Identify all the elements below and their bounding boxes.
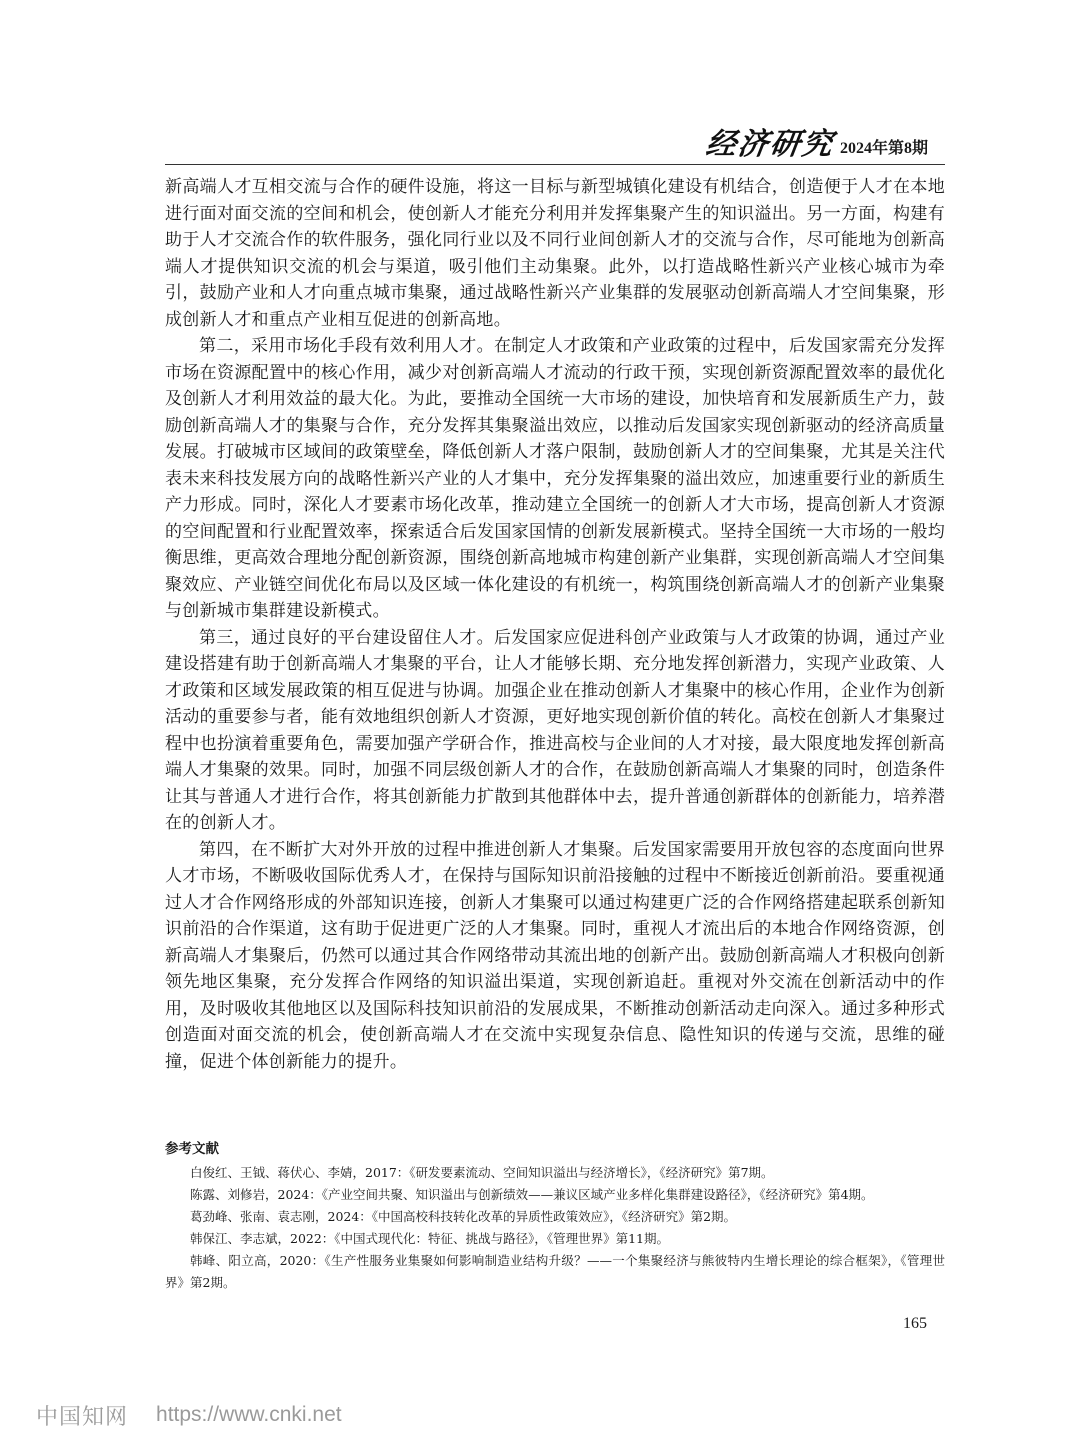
paragraph-fourth: 第四，在不断扩大对外开放的过程中推进创新人才集聚。后发国家需要用开放包容的态度面向世界人才市场，不断吸收国际优秀人才，在保持与国际知识前沿接触的过程中不断接近创新前沿。要重视通过人才合作网络形成的外部知识连接，创新人才集聚可以通过构建更广泛的合作网络搭建起联系创新知识前沿的合作渠道，这有助于促进更广泛的人才集聚。同时，重视人才流出后的本地合作网络资源，创新高端人才集聚后，仍然可以通过其合作网络带动其流出地的创新产出。鼓励创新高端人才积极向创新领先地区集聚，充分发挥合作网络的知识溢出渠道，实现创新追赶。重视对外交流在创新活动中的作用，及时吸收其他地区以及国际科技知识前沿的发展成果，不断推动创新活动走向深入。通过多种形式创造面对面交流的机会，使创新高端人才在交流中实现复杂信息、隐性知识的传递与交流，思维的碰撞，促进个体创新能力的提升。 [165, 839, 945, 1072]
references-title: 参考文献 [165, 1141, 219, 1157]
page-number: 165 [903, 1315, 927, 1332]
reference-item: 韩峰、阳立高，2020：《生产性服务业集聚如何影响制造业结构升级？——一个集聚经济与熊彼特内生增长理论的综合框架》，《管理世界》第2期。 [165, 1253, 945, 1290]
paragraph-second: 第二，采用市场化手段有效利用人才。在制定人才政策和产业政策的过程中，后发国家需充分发挥市场在资源配置中的核心作用，减少对创新高端人才流动的行政干预，实现创新资源配置效率的最优化及创新人才利用效益的最大化。为此，要推动全国统一大市场的建设，加快培育和发展新质生产力，鼓励创新高端人才的集聚与合作，充分发挥其集聚溢出效应，以推动后发国家实现创新驱动的经济高质量发展。打破城市区域间的政策壁垒，降低创新人才落户限制，鼓励创新人才的空间集聚，尤其是关注代表未来科技发展方向的战略性新兴产业的人才集中，充分发挥集聚的溢出效应，加速重要行业的新质生产力形成。同时，深化人才要素市场化改革，推动建立全国统一的创新人才大市场，提高创新人才资源的空间配置和行业配置效率，探索适合后发国家国情的创新发展新模式。坚持全国统一大市场的一般均衡思维，更高效合理地分配创新资源，围绕创新高地城市构建创新产业集群，实现创新高端人才空间集聚效应、产业链空间优化布局以及区域一体化建设的有机统一，构筑围绕创新高端人才的创新产业集聚与创新城市集群建设新模式。 [165, 336, 945, 621]
watermark-brand: 中国知网 [36, 1404, 129, 1430]
cnki-watermark [36, 1400, 342, 1430]
header-rule [165, 164, 945, 165]
journal-logo: 经济研究 [703, 127, 837, 162]
paragraph-continued: 新高端人才互相交流与合作的硬件设施，将这一目标与新型城镇化建设有机结合，创造便于人才在本地进行面对面交流的空间和机会，使创新人才能充分利用并发挥集聚产生的知识溢出。另一方面，构建有助于人才交流合作的软件服务，强化同行业以及不同行业间创新人才的交流与合作，尽可能地为创新高端人才提供知识交流的机会与渠道，吸引他们主动集聚。此外，以打造战略性新兴产业核心城市为牵引，鼓励产业和人才向重点城市集聚，通过战略性新兴产业集群的发展驱动创新高端人才空间集聚，形成创新人才和重点产业相互促进的创新高地。 [165, 177, 945, 330]
article-body [165, 174, 945, 1075]
reference-item: 陈露、刘修岩，2024：《产业空间共聚、知识溢出与创新绩效——兼议区域产业多样化集群建设路径》，《经济研究》第4期。 [190, 1187, 874, 1202]
running-header [703, 126, 929, 162]
watermark-url: https://www.cnki.net [156, 1403, 342, 1426]
reference-item: 葛劲峰、张南、袁志刚，2024：《中国高校科技转化改革的异质性政策效应》，《经济研究》第2期。 [190, 1209, 737, 1224]
issue-label: 2024年第8期 [840, 140, 929, 157]
reference-item: 白俊红、王钺、蒋伏心、李婧，2017：《研发要素流动、空间知识溢出与经济增长》，《经济研究》第7期。 [190, 1165, 774, 1180]
references-section [165, 1138, 945, 1294]
paragraph-third: 第三，通过良好的平台建设留住人才。后发国家应促进科创产业政策与人才政策的协调，通过产业建设搭建有助于创新高端人才集聚的平台，让人才能够长期、充分地发挥创新潜力，实现产业政策、人才政策和区域发展政策的相互促进与协调。加强企业在推动创新人才集聚中的核心作用，企业作为创新活动的重要参与者，能有效地组织创新人才资源，更好地实现创新价值的转化。高校在创新人才集聚过程中也扮演着重要角色，需要加强产学研合作，推进高校与企业间的人才对接，最大限度地发挥创新高端人才集聚的效果。同时，加强不同层级创新人才的合作，在鼓励创新高端人才集聚的同时，创造条件让其与普通人才进行合作，将其创新能力扩散到其他群体中去，提升普通创新群体的创新能力，培养潜在的创新人才。 [165, 627, 945, 833]
reference-item: 韩保江、李志斌，2022：《中国式现代化：特征、挑战与路径》，《管理世界》第11期。 [190, 1231, 669, 1246]
